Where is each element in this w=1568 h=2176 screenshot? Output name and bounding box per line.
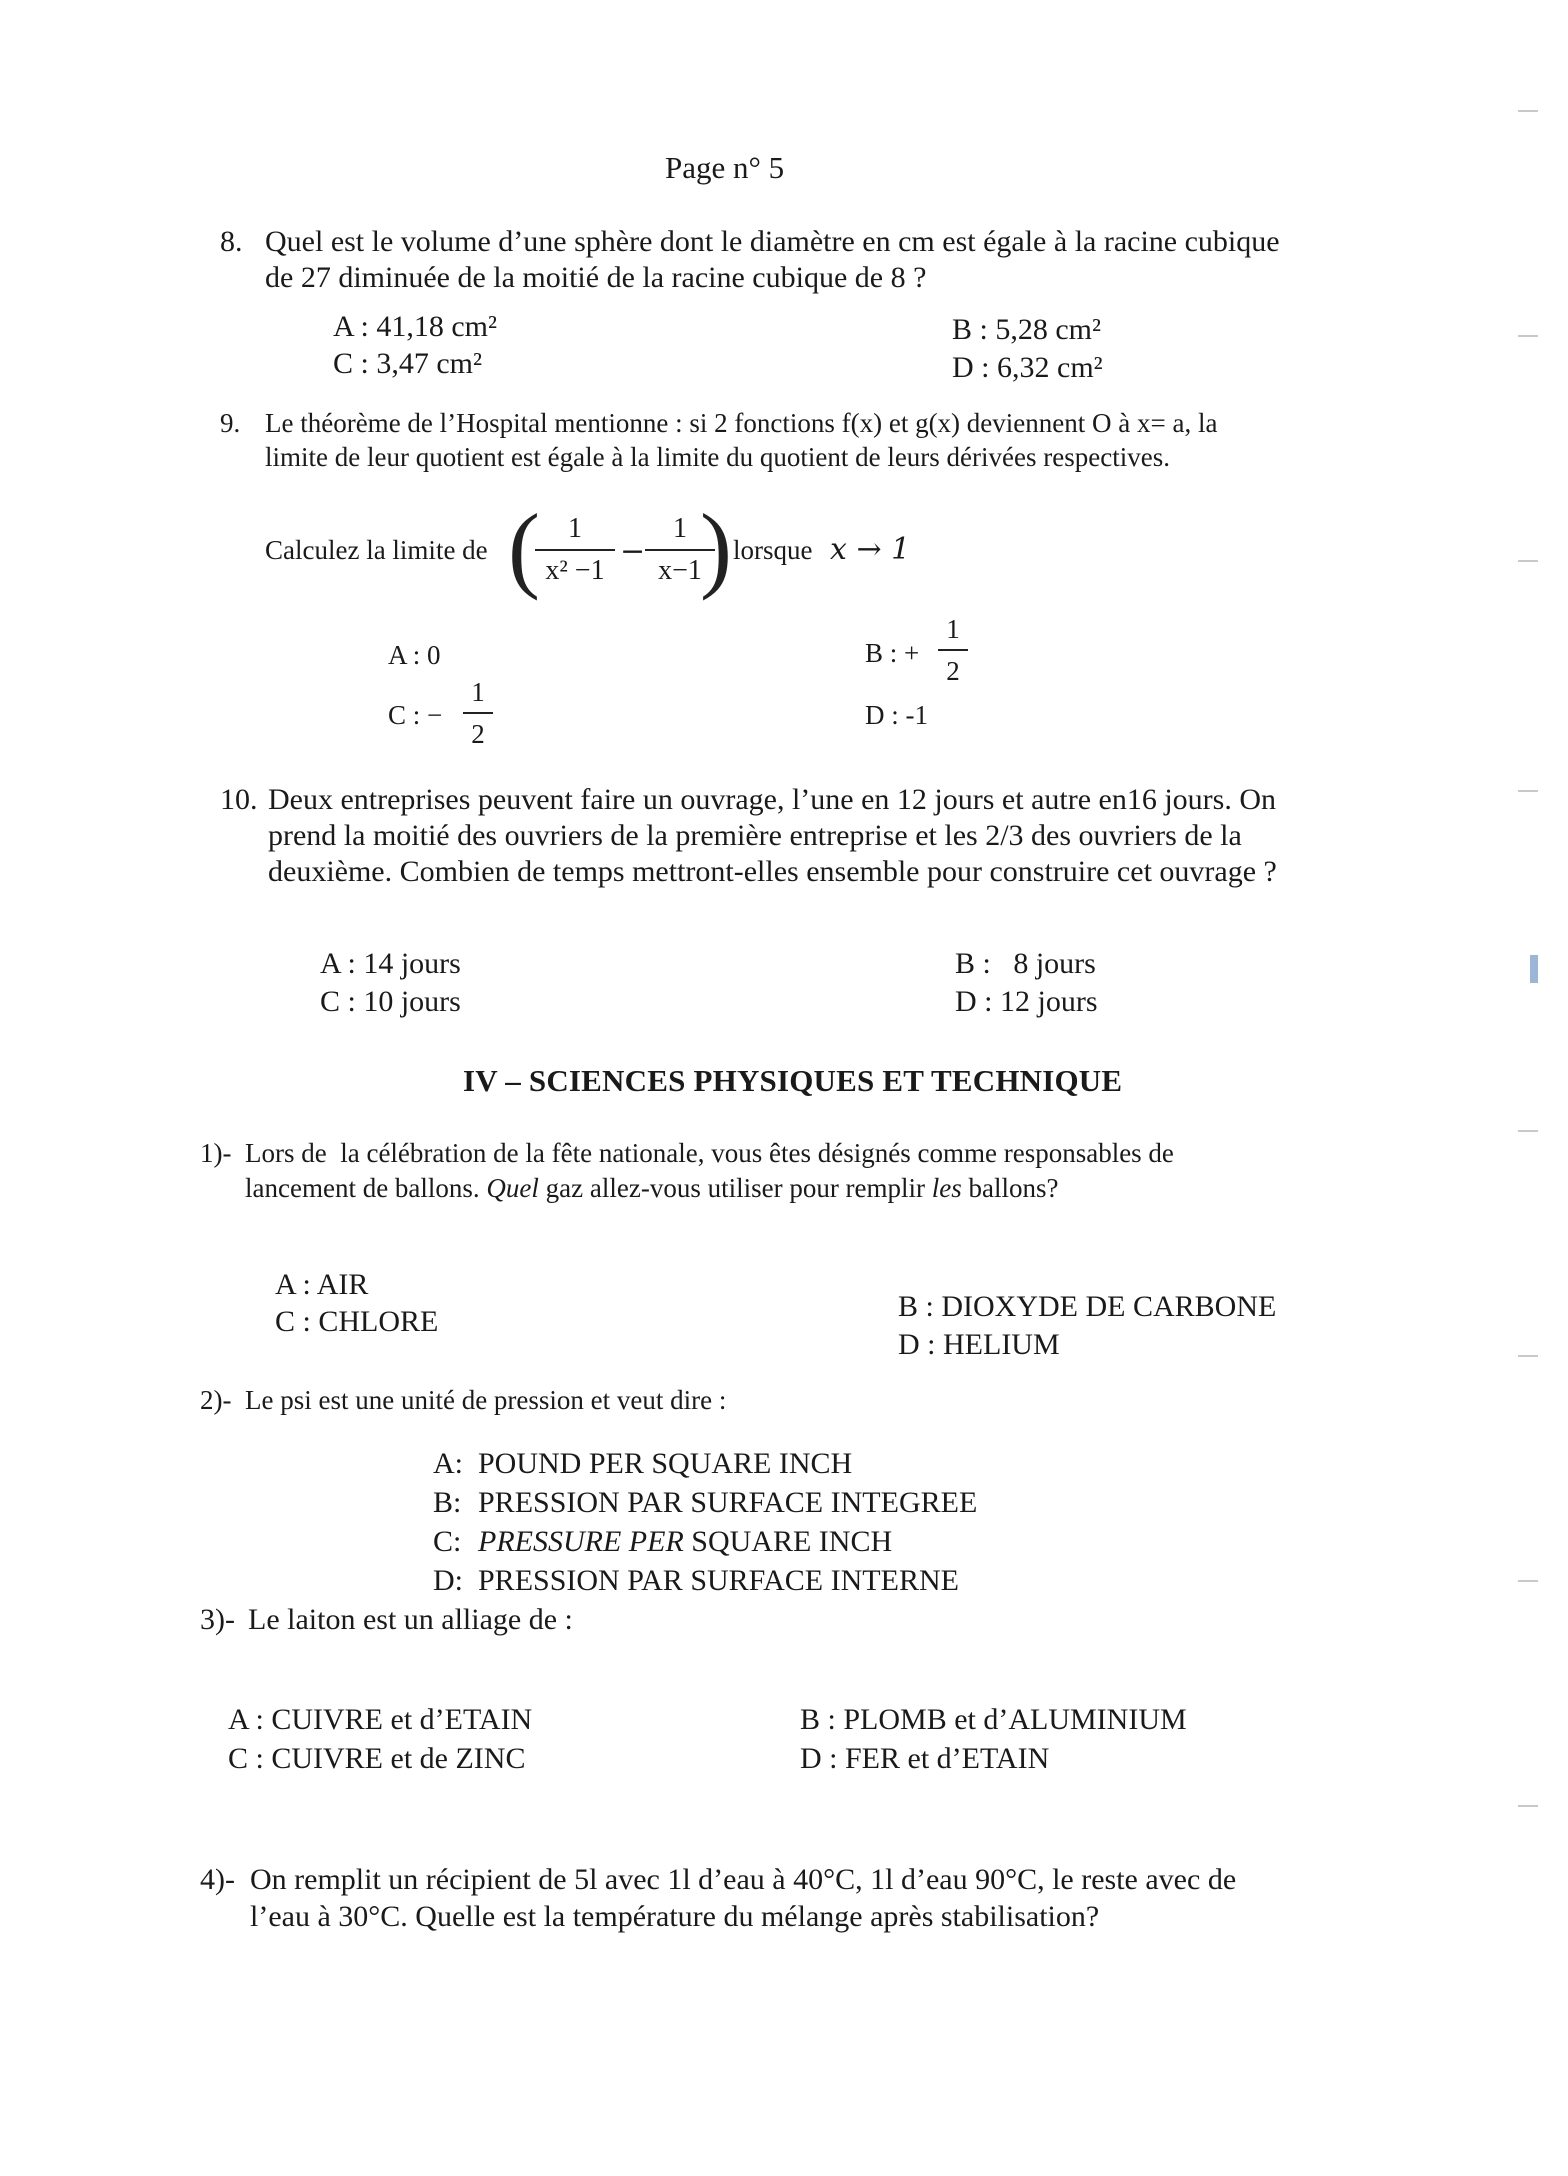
fraction-numerator: 1 (673, 513, 687, 544)
scan-mark (1518, 1805, 1538, 1807)
question-text: limite de leur quotient est égale à la limite du quotient de leurs dérivées respectives. (265, 442, 1170, 472)
fraction-denominator: x−1 (658, 555, 702, 586)
option-c: C : CUIVRE et de ZINC (228, 1742, 526, 1775)
question-text: Le psi est une unité de pression et veut dire : (245, 1385, 727, 1415)
option-c: C : 3,47 cm² (333, 347, 482, 380)
scan-mark (1518, 560, 1538, 562)
question-text: Quel est le volume d’une sphère dont le diamètre en cm est égale à la racine cubique (265, 225, 1280, 258)
scan-mark (1518, 335, 1538, 337)
scan-mark (1518, 110, 1538, 112)
fraction-1 (535, 512, 615, 588)
scan-mark (1518, 1130, 1538, 1132)
question-text: l’eau à 30°C. Quelle est la température du mélange après stabilisation? (250, 1900, 1100, 1933)
fraction-numerator: 1 (568, 513, 582, 544)
option-d: D : FER et d’ETAIN (800, 1742, 1050, 1775)
option-d: D : -1 (865, 700, 928, 730)
question-text: Le théorème de l’Hospital mentionne : si 2 fonctions f(x) et g(x) deviennent O à x= a, la (265, 408, 1218, 438)
question-number: 2)- (200, 1385, 232, 1415)
option-a: A : CUIVRE et d’ETAIN (228, 1703, 533, 1736)
option-a: A : 14 jours (320, 947, 461, 980)
option-b: B : 8 jours (955, 947, 1096, 980)
option-b-fraction (938, 612, 968, 688)
question-number: 9. (220, 408, 241, 438)
option-letter-a: A: (433, 1447, 463, 1480)
minus-sign: − (620, 534, 646, 569)
fraction-bar (535, 549, 615, 551)
when-label: lorsque (733, 535, 813, 565)
question-text: prend la moitié des ouvriers de la première entreprise et les 2/3 des ouvriers de la (268, 819, 1242, 852)
option-text-c (478, 1525, 892, 1559)
option-b: B : + (865, 638, 920, 668)
text-segment: SQUARE INCH (683, 1525, 893, 1558)
option-a: A : 0 (388, 640, 441, 670)
left-parenthesis: ( (508, 494, 540, 601)
calc-label: Calculez la limite de (265, 535, 488, 565)
fraction-denominator: 2 (946, 656, 960, 686)
text-segment-italic: PRESSURE PER (478, 1525, 684, 1558)
text-segment: lancement de ballons. (245, 1173, 487, 1203)
text-segment-italic: les (931, 1173, 962, 1203)
option-letter-d: D: (433, 1564, 463, 1597)
option-a: A : AIR (275, 1268, 369, 1301)
option-text-d: PRESSION PAR SURFACE INTERNE (478, 1564, 959, 1597)
question-text: de 27 diminuée de la moitié de la racine cubique de 8 ? (265, 261, 927, 294)
option-d: D : HELIUM (898, 1328, 1060, 1361)
fraction-denominator: x² −1 (545, 555, 605, 586)
option-c: C : − (388, 700, 443, 730)
fraction-bar (463, 712, 493, 714)
question-number: 10. (220, 783, 258, 816)
scan-mark (1518, 1355, 1538, 1357)
question-text: Deux entreprises peuvent faire un ouvrage, l’une en 12 jours et autre en16 jours. On (268, 783, 1277, 816)
option-letter-b: B: (433, 1486, 462, 1519)
option-b: B : DIOXYDE DE CARBONE (898, 1290, 1277, 1323)
option-letter-c: C: (433, 1525, 462, 1558)
text-segment: gaz allez-vous utiliser pour remplir (538, 1173, 932, 1203)
question-number: 1)- (200, 1138, 232, 1168)
fraction-numerator: 1 (471, 677, 485, 707)
option-text-b: PRESSION PAR SURFACE INTEGREE (478, 1486, 978, 1519)
question-text: Le laiton est un alliage de : (248, 1603, 573, 1636)
question-text: Lors de la célébration de la fête nationale, vous êtes désignés comme responsables de (245, 1138, 1174, 1168)
text-segment: ballons? (961, 1173, 1059, 1203)
question-number: 4)- (200, 1863, 235, 1896)
option-text-a: POUND PER SQUARE INCH (478, 1447, 853, 1480)
question-text (245, 1173, 1059, 1204)
option-b: B : PLOMB et d’ALUMINIUM (800, 1703, 1187, 1736)
scan-mark (1518, 1580, 1538, 1582)
option-d: D : 6,32 cm² (952, 351, 1103, 384)
fraction-numerator: 1 (946, 614, 960, 644)
text-segment-italic: Quel (486, 1173, 539, 1203)
question-text: deuxième. Combien de temps mettront-elles ensemble pour construire cet ouvrage ? (268, 855, 1277, 888)
fraction-bar (938, 649, 968, 651)
section-title: IV – SCIENCES PHYSIQUES ET TECHNIQUE (463, 1063, 1123, 1098)
right-parenthesis: ) (700, 494, 732, 601)
page-number: Page n° 5 (665, 150, 785, 185)
limit-expression: x → 1 (830, 532, 911, 567)
option-c: C : CHLORE (275, 1305, 439, 1338)
option-c: C : 10 jours (320, 985, 461, 1018)
question-text: On remplit un récipient de 5l avec 1l d’eau à 40°C, 1l d’eau 90°C, le reste avec de (250, 1863, 1237, 1896)
option-c-fraction (463, 675, 493, 751)
scan-mark (1530, 955, 1538, 983)
option-a: A : 41,18 cm² (333, 310, 497, 343)
option-b: B : 5,28 cm² (952, 313, 1101, 346)
question-number: 3)- (200, 1603, 235, 1636)
option-d: D : 12 jours (955, 985, 1098, 1018)
scan-mark (1518, 790, 1538, 792)
fraction-denominator: 2 (471, 719, 485, 749)
question-number: 8. (220, 225, 243, 258)
